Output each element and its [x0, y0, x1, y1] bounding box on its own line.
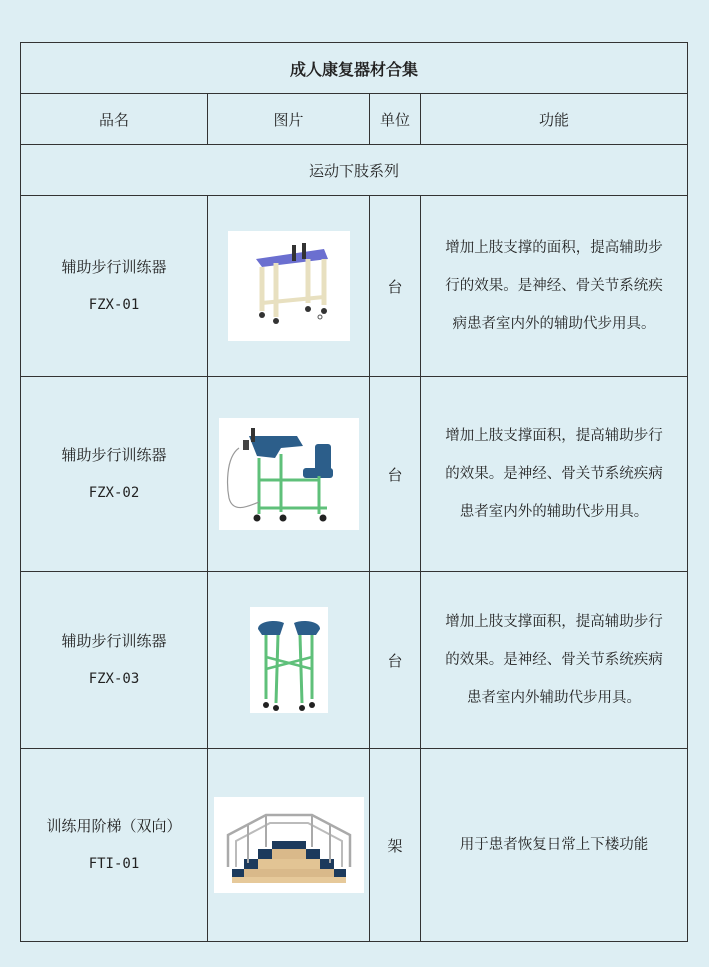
product-image-cell [208, 196, 370, 377]
header-name: 品名 [21, 94, 208, 145]
function-line: 增加上肢支撑面积，提高辅助步行 [445, 428, 663, 444]
header-row [21, 94, 688, 145]
function-line: 增加上肢支撑面积，提高辅助步行 [445, 614, 663, 630]
function-cell [421, 196, 688, 377]
header-image: 图片 [208, 94, 370, 145]
header-unit: 单位 [370, 94, 421, 145]
table-title: 成人康复器材合集 [21, 43, 688, 94]
table-row [21, 196, 688, 377]
product-model: FTI-01 [88, 856, 140, 872]
walker-frame-image [228, 231, 350, 341]
product-table [20, 42, 688, 942]
table-row [21, 572, 688, 749]
function-cell [421, 377, 688, 572]
product-image-cell [208, 749, 370, 942]
product-name: 辅助步行训练器 [61, 446, 167, 464]
product-image-cell [208, 377, 370, 572]
product-name-cell [21, 749, 208, 942]
product-image-cell [208, 572, 370, 749]
table-row [21, 749, 688, 942]
product-model: FZX-03 [88, 671, 140, 687]
function-line: 病患者室内外的辅助代步用具。 [452, 316, 656, 332]
header-function: 功能 [421, 94, 688, 145]
unit-cell: 台 [370, 196, 421, 377]
unit-cell: 台 [370, 572, 421, 749]
product-name-cell [21, 377, 208, 572]
training-stairs-image [214, 797, 364, 893]
product-model: FZX-02 [88, 485, 140, 501]
function-cell [421, 749, 688, 942]
function-cell [421, 572, 688, 749]
product-name-cell [21, 196, 208, 377]
product-name: 辅助步行训练器 [61, 258, 167, 276]
product-name-cell [21, 572, 208, 749]
function-line: 的效果。是神经、骨关节系统疾病 [445, 466, 663, 482]
walker-with-seat-image [219, 418, 359, 530]
unit-cell: 台 [370, 377, 421, 572]
unit-cell: 架 [370, 749, 421, 942]
section-title: 运动下肢系列 [21, 145, 688, 196]
function-line: 患者室内外辅助代步用具。 [467, 690, 641, 706]
product-model: FZX-01 [88, 297, 140, 313]
walker-armrest-image [250, 607, 328, 713]
function-line: 的效果。是神经、骨关节系统疾病 [445, 652, 663, 668]
function-line: 用于患者恢复日常上下楼功能 [459, 837, 649, 853]
product-name: 辅助步行训练器 [61, 632, 167, 650]
product-name: 训练用阶梯（双向） [46, 817, 182, 835]
function-line: 增加上肢支撑的面积，提高辅助步 [445, 240, 663, 256]
function-line: 行的效果。是神经、骨关节系统疾 [445, 278, 663, 294]
table-row [21, 377, 688, 572]
function-line: 患者室内外的辅助代步用具。 [459, 504, 649, 520]
